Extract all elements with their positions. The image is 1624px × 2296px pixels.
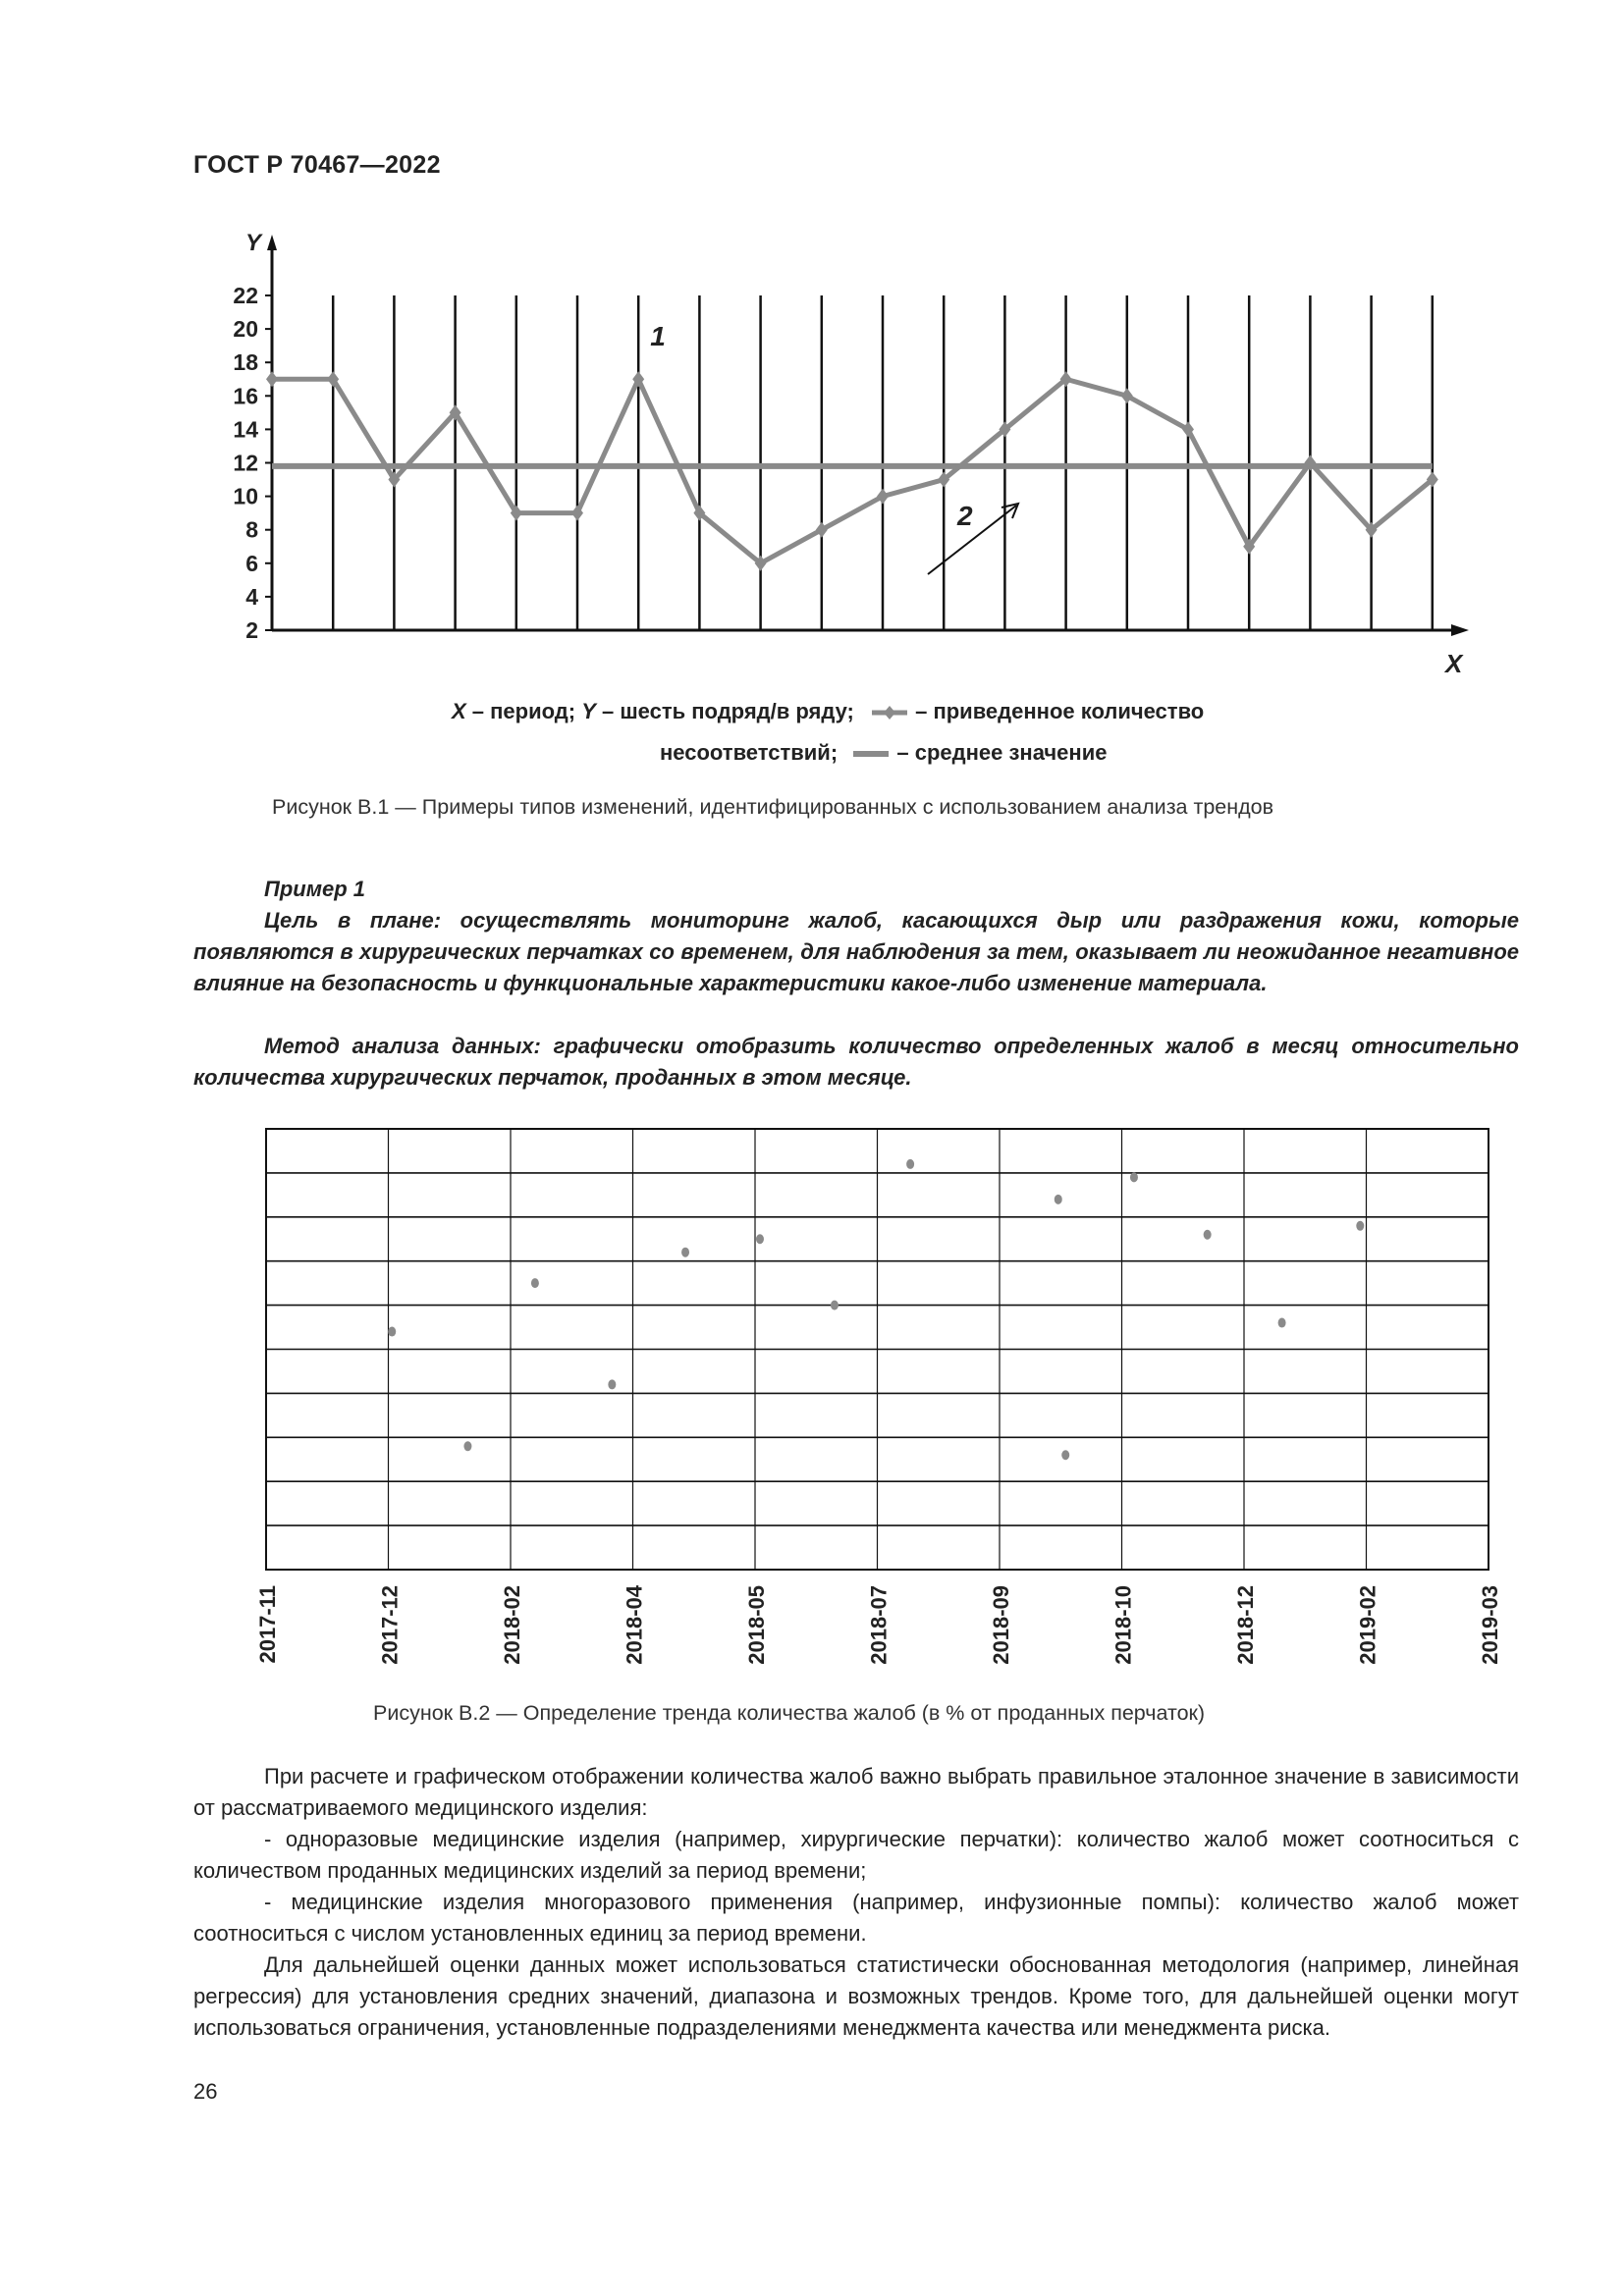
x-tick-label: 2018-05 (744, 1585, 769, 1665)
y-axis-arrow-icon (267, 235, 277, 250)
paragraph-2: - одноразовые медицинские изделия (например, хирургические перчатки): количество жалоб может соотноситься с количеством проданных медицинских изделий за период времени; (193, 1827, 1519, 1883)
y-tick-label: 4 (245, 583, 258, 610)
y-tick-label: 18 (233, 349, 258, 376)
data-point (388, 1327, 396, 1337)
data-point (531, 1278, 539, 1288)
legend-y: Y (581, 699, 596, 723)
annotation-2: 2 (957, 501, 973, 531)
figure-2-caption: Рисунок В.2 — Определение тренда количества жалоб (в % от проданных перчаток) (373, 1701, 1206, 1725)
data-point (1061, 1450, 1069, 1460)
y-tick-label: 6 (245, 550, 258, 576)
x-tick-label: 2018-12 (1233, 1585, 1258, 1665)
paragraph-3: - медицинские изделия многоразового применения (например, инфузионные помпы): количество жалоб может соотноситься с числом установленных единиц за период времени. (193, 1890, 1519, 1946)
y-tick-label: 16 (233, 383, 258, 409)
data-point (463, 1441, 471, 1451)
x-tick-label: 2019-02 (1355, 1585, 1380, 1665)
y-tick-label: 20 (233, 316, 258, 343)
data-point (1356, 1221, 1364, 1231)
data-point (756, 1234, 764, 1244)
y-tick-label: 2 (245, 617, 258, 643)
series-marker-icon (870, 705, 909, 721)
legend-x: X (452, 699, 466, 723)
example-title: Пример 1 (264, 877, 365, 901)
y-tick-label: 8 (245, 516, 258, 543)
figure-1-legend: X – период; Y – шесть подряд/в ряду; – приведенное количество (452, 699, 1205, 723)
series-line (272, 379, 1433, 563)
data-point-marker (1121, 388, 1133, 403)
data-point (906, 1159, 914, 1169)
paragraph-4: Для дальнейшей оценки данных может использоваться статистически обоснованная методология (например, линейная регрессия) для установления средних значений, диапазона и возможных трендов. Кроме того, для дальнейшей оценки могут использоваться ограничения, установленные подразделениями менеджмента качества или менеджмента риска. (193, 1952, 1519, 2040)
x-tick-label: 2018-07 (866, 1585, 892, 1665)
y-tick-label: 10 (233, 483, 258, 509)
example-goal: Цель в плане: осуществлять мониторинг жалоб, касающихся дыр или раздражения кожи, которые появляются в хирургических перчатках со временем, для наблюдения за тем, оказывает ли неожиданное негативное влияние на безопасность и функциональные характеристики какое-либо изменение материала. (193, 908, 1519, 995)
x-tick-label: 2018-09 (989, 1585, 1013, 1665)
data-point (1055, 1195, 1062, 1204)
figure-1-chart (216, 221, 1492, 682)
data-point (831, 1301, 839, 1310)
x-axis-label: X (1445, 649, 1463, 678)
page-number: 26 (193, 2079, 218, 2104)
x-tick-label: 2017-12 (377, 1585, 403, 1665)
data-point-marker (816, 522, 828, 538)
x-tick-label: 2018-10 (1110, 1585, 1136, 1665)
x-tick-label: 2018-02 (500, 1585, 524, 1665)
x-tick-label: 2017-11 (255, 1585, 280, 1664)
data-point-marker (266, 371, 278, 387)
mean-line-icon (851, 746, 891, 762)
example-method: Метод анализа данных: графически отобразить количество определенных жалоб в месяц относительно количества хирургических перчаток, проданных в этом месяце. (193, 1034, 1519, 1090)
data-point (1204, 1230, 1212, 1240)
y-tick-label: 12 (233, 450, 258, 476)
y-tick-label: 14 (233, 416, 258, 443)
y-tick-label: 22 (233, 283, 258, 308)
data-point (1130, 1172, 1138, 1182)
figure-1-caption: Рисунок В.1 — Примеры типов изменений, идентифицированных с использованием анализа трендов (272, 795, 1274, 819)
paragraph-1: При расчете и графическом отображении количества жалоб важно выбрать правильное эталонное значение в зависимости от рассматриваемого медицинского изделия: (193, 1764, 1519, 1820)
figure-2-chart (255, 1119, 1502, 1688)
data-point-marker (877, 489, 889, 505)
x-axis-arrow-icon (1451, 624, 1469, 636)
x-tick-label: 2019-03 (1478, 1585, 1502, 1665)
annotation-1: 1 (650, 321, 666, 352)
x-tick-label: 2018-04 (622, 1585, 647, 1665)
data-point (1278, 1318, 1286, 1328)
data-point (608, 1379, 616, 1389)
data-point (681, 1248, 689, 1257)
document-header: ГОСТ Р 70467—2022 (193, 151, 441, 179)
figure-1-legend-2: несоответствий; – среднее значение (660, 740, 1108, 765)
y-axis-label: Y (245, 230, 262, 256)
